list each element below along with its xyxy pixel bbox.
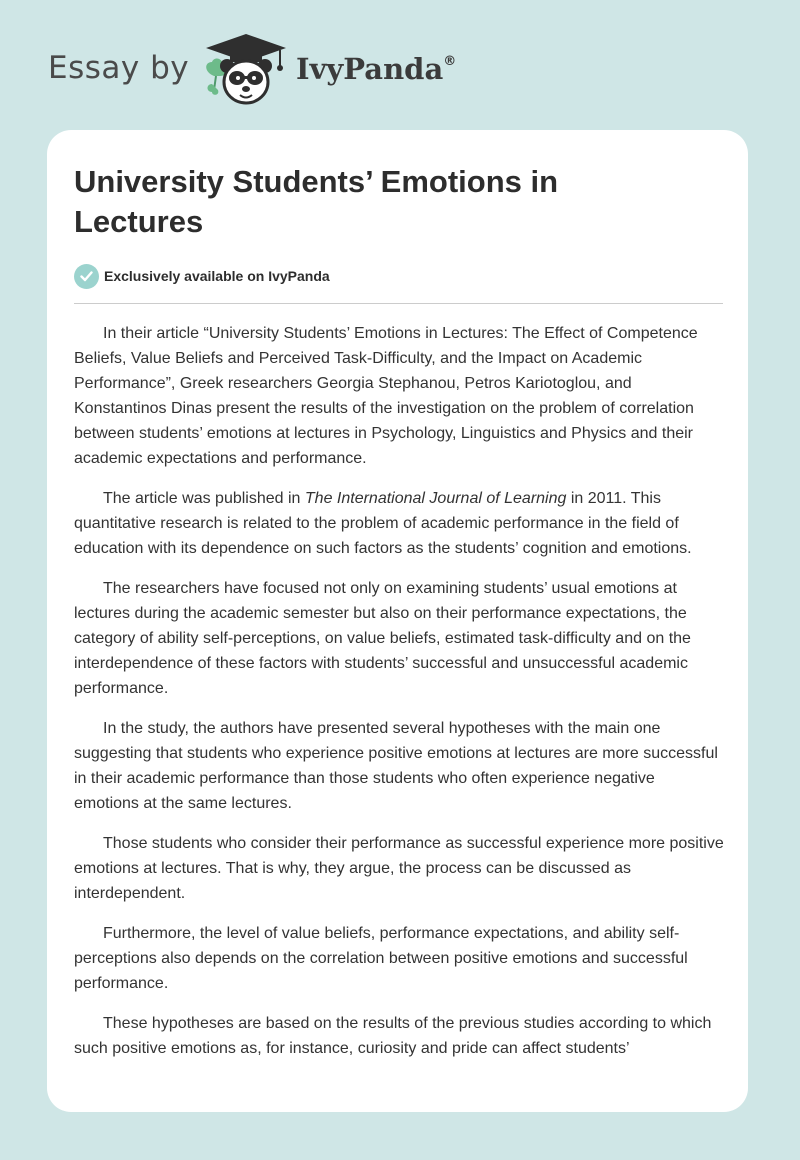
paragraph [74,576,724,701]
paragraph-text: In their article “University Students’ Emotions in Lectures: The Effect of Competence Beliefs, Value Beliefs and Perceived Task-Difficulty, and the Impact on Academic Performance”, Greek researchers Georgia Stephanou, Petros Kariotoglou, and Konstantinos Dinas present the results of the investigation on the problem of correlation between students’ emotions at lectures in Psychology, Linguistics and Physics and their academic expectations and performance. [74,325,698,467]
exclusive-badge [74,263,330,289]
article-body [74,321,724,1076]
paragraph [74,486,724,561]
paragraph [74,1011,724,1061]
essay-by-label: Essay by [48,50,190,86]
paragraph-text: In the study, the authors have presented several hypotheses with the main one suggesting that students who experience positive emotions at lectures are more successful in their academic performance than those students who often experience negative emotions at the same lectures. [74,720,718,812]
trademark-symbol: ® [443,54,457,70]
paragraph-text: Those students who consider their performance as successful experience more positive emotions at lectures. That is why, they argue, the process can be discussed as interdependent. [74,835,724,902]
page-title: University Students’ Emotions in Lectures [74,164,559,239]
ivypanda-logo-icon[interactable] [200,32,292,108]
paragraph-text: The article was published in [103,490,305,507]
checkmark-icon [74,264,99,289]
paragraph [74,321,724,471]
paragraph-text: in 2011. This quantitative research is related to the problem of academic performance in the field of education with its dependence on such factors as the students’ cognition and emotions. [74,490,692,557]
brand-name[interactable] [296,52,456,86]
article-card [47,130,748,1112]
paragraph [74,921,724,996]
paragraph [74,831,724,906]
exclusive-badge-label: Exclusively available on IvyPanda [104,268,330,284]
paragraph-text: Furthermore, the level of value beliefs, performance expectations, and ability self-perceptions also depends on the correlation between positive emotions and successful performance. [74,925,688,992]
journal-title: The International Journal of Learning [304,490,567,507]
divider [74,303,723,304]
paragraph-text: The researchers have focused not only on examining students’ usual emotions at lectures during the academic semester but also on their performance expectations, the category of ability self-perceptions, on value beliefs, estimated task-difficulty and on the interdependence of these factors with students’ successful and unsuccessful academic performance. [74,580,691,697]
paragraph-text: These hypotheses are based on the results of the previous studies according to which such positive emotions as, for instance, curiosity and pride can affect students’ [74,1015,712,1057]
site-header [0,0,800,120]
brand-label: IvyPanda [296,52,444,86]
paragraph [74,716,724,816]
